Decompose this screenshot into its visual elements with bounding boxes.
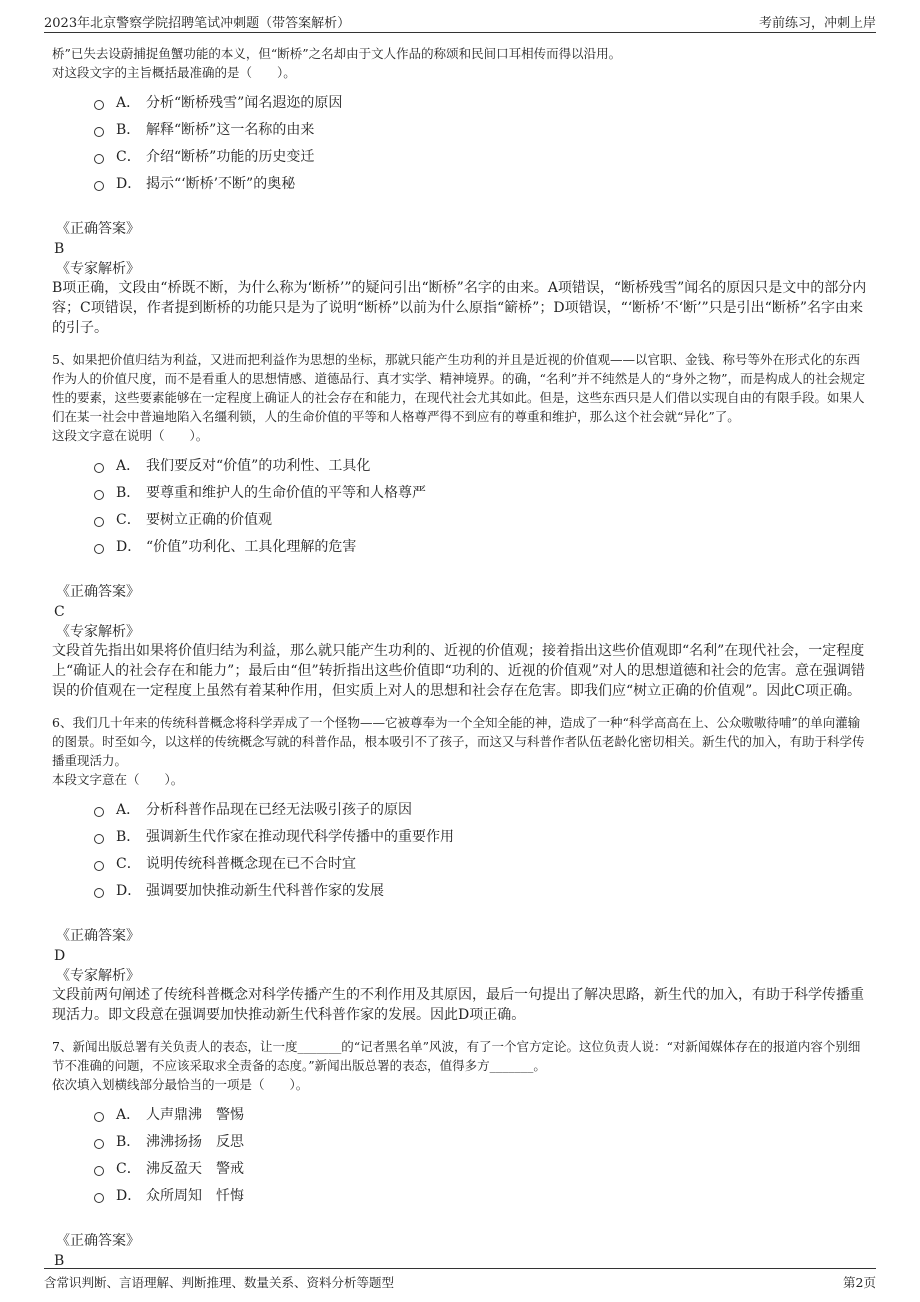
radio-icon[interactable]	[94, 100, 104, 110]
radio-icon[interactable]	[94, 517, 104, 527]
option-d[interactable]: D． 揭示“‘断桥’不断”的奥秘	[94, 169, 872, 196]
question-4-stem: 对这段文字的主旨概括最准确的是（ ）。	[52, 65, 296, 80]
answer-label: 《正确答案》	[56, 928, 140, 944]
radio-icon[interactable]	[94, 181, 104, 191]
answer-value: D	[54, 948, 66, 964]
option-c[interactable]: C． 说明传统科普概念现在已不合时宜	[94, 849, 872, 876]
radio-icon[interactable]	[94, 544, 104, 554]
page-footer	[44, 1268, 876, 1295]
option-d[interactable]: D． 众所周知 忏悔	[94, 1181, 872, 1208]
question-4-passage: 桥”已失去设蔚捕捉鱼蟹功能的本义，但“断桥”之名却由于文人作品的称颂和民间口耳相传而得以沿用。	[52, 46, 622, 61]
question-7	[52, 1037, 872, 1270]
radio-icon[interactable]	[94, 807, 104, 817]
radio-icon[interactable]	[94, 888, 104, 898]
radio-icon[interactable]	[94, 1193, 104, 1203]
answer-value: B	[54, 241, 65, 257]
expert-analysis-label: 《专家解析》	[56, 261, 140, 277]
footer-categories: 含常识判断、言语理解、判断推理、数量关系、资料分析等题型	[44, 1275, 395, 1290]
question-5-options	[94, 451, 872, 559]
expert-analysis-text: B项正确，文段由“桥既不断，为什么称为‘断桥’”的疑问引出“断桥”名字的由来。A项错误，“断桥残雪”闻名的原因只是文中的部分内容；C项错误，作者提到断桥的功能只是为了说明“断桥”以前为什么原指“簖桥”；D项错误，“‘断桥’不‘断’”只是引出“断桥”名字由来的引子。	[52, 280, 867, 336]
radio-icon[interactable]	[94, 463, 104, 473]
header-slogan: 考前练习，冲刺上岸	[758, 16, 876, 31]
option-a[interactable]: A． 人声鼎沸 警惕	[94, 1100, 872, 1127]
radio-icon[interactable]	[94, 861, 104, 871]
option-a[interactable]: A． 分析科普作品现在已经无法吸引孩子的原因	[94, 795, 872, 822]
answer-value: B	[54, 1253, 65, 1269]
question-7-stem: 依次填入划横线部分最恰当的一项是（ ）。	[52, 1077, 309, 1092]
document-title: 2023年北京警察学院招聘笔试冲刺题（带答案解析）	[44, 16, 351, 31]
option-c[interactable]: C． 沸反盈天 警戒	[94, 1154, 872, 1181]
answer-label: 《正确答案》	[56, 221, 140, 237]
question-4	[52, 44, 872, 338]
radio-icon[interactable]	[94, 154, 104, 164]
option-c[interactable]: C． 介绍“断桥”功能的历史变迁	[94, 142, 872, 169]
answer-value: C	[54, 604, 65, 620]
question-5-passage: 5、如果把价值归结为利益，又进而把利益作为思想的坐标，那就只能产生功利的并且是近视的价值观——以官职、金钱、称号等外在形式化的东西作为人的价值尺度，而不是看重人的思想情感、道德品行、真才实学、精神境界。的确，“名利”并不纯然是人的“身外之物”，而是构成人的社会规定性的要素，这些要素能够在一定程度上确证人的社会存在和能力，在现代社会尤其如此。但是，这些东西只是人们借以实现自由的有限手段。如果人们在某一社会中普遍地陷入名缰利锁，人的生命价值的平等和人格尊严得不到应有的尊重和维护，那么这个社会就“异化”了。	[52, 352, 866, 424]
question-7-passage: 7、新闻出版总署有关负责人的表态，让一度_______的“记者黑名单”风波，有了一个官方定论。这位负责人说：“对新闻媒体存在的报道内容个别细节不准确的问题，不应该采取求全责备的态度。”新闻出版总署的表态，值得多方_______。	[52, 1039, 861, 1073]
radio-icon[interactable]	[94, 834, 104, 844]
expert-analysis-label: 《专家解析》	[56, 968, 140, 984]
radio-icon[interactable]	[94, 1139, 104, 1149]
option-b[interactable]: B． 解释“断桥”这一名称的由来	[94, 115, 872, 142]
radio-icon[interactable]	[94, 1112, 104, 1122]
page-content	[52, 44, 872, 1270]
option-b[interactable]: B． 沸沸扬扬 反思	[94, 1127, 872, 1154]
expert-analysis-label: 《专家解析》	[56, 624, 140, 640]
question-6-stem: 本段文字意在（ ）。	[52, 772, 184, 787]
radio-icon[interactable]	[94, 1166, 104, 1176]
question-7-options	[94, 1100, 872, 1208]
question-5	[52, 350, 872, 701]
option-d[interactable]: D． “价值”功利化、工具化理解的危害	[94, 532, 872, 559]
option-b[interactable]: B． 要尊重和维护人的生命价值的平等和人格尊严	[94, 478, 872, 505]
question-6-passage: 6、我们几十年来的传统科普概念将科学弄成了一个怪物——它被尊奉为一个全知全能的神，造成了一种“科学高高在上、公众嗷嗷待哺”的单向灌输的图景。时至如今，以这样的传统概念写就的科普作品，根本吸引不了孩子，而这又与科普作者队伍老龄化密切相关。新生代的加入，有助于科学传播重现活力。	[52, 715, 865, 768]
option-a[interactable]: A． 分析“断桥残雪”闻名遐迩的原因	[94, 88, 872, 115]
option-b[interactable]: B． 强调新生代作家在推动现代科学传播中的重要作用	[94, 822, 872, 849]
question-5-stem: 这段文字意在说明（ ）。	[52, 428, 209, 443]
question-6	[52, 713, 872, 1025]
answer-label: 《正确答案》	[56, 584, 140, 600]
question-6-options	[94, 795, 872, 903]
question-4-options	[94, 88, 872, 196]
page-header	[44, 10, 876, 33]
option-c[interactable]: C． 要树立正确的价值观	[94, 505, 872, 532]
page-number: 第2页	[843, 1275, 876, 1290]
radio-icon[interactable]	[94, 127, 104, 137]
option-d[interactable]: D． 强调要加快推动新生代科普作家的发展	[94, 876, 872, 903]
expert-analysis-text: 文段首先指出如果将价值归结为利益，那么就只能产生功利的、近视的价值观；接着指出这些价值观即“名利”在现代社会，一定程度上“确证人的社会存在和能力”；最后由“但”转折指出这些价值即“功利的、近视的价值观”对人的思想道德和社会的危害。意在强调错误的价值观在一定程度上虽然有着某种作用，但实质上对人的思想和社会存在危害。即我们应“树立正确的价值观”。因此C项正确。	[52, 643, 865, 699]
expert-analysis-text: 文段前两句阐述了传统科普概念对科学传播产生的不利作用及其原因，最后一句提出了解决思路，新生代的加入，有助于科学传播重现活力。即文段意在强调要加快推动新生代科普作家的发展。因此D项正确。	[52, 987, 864, 1023]
option-a[interactable]: A． 我们要反对“价值”的功利性、工具化	[94, 451, 872, 478]
answer-label: 《正确答案》	[56, 1233, 140, 1249]
radio-icon[interactable]	[94, 490, 104, 500]
